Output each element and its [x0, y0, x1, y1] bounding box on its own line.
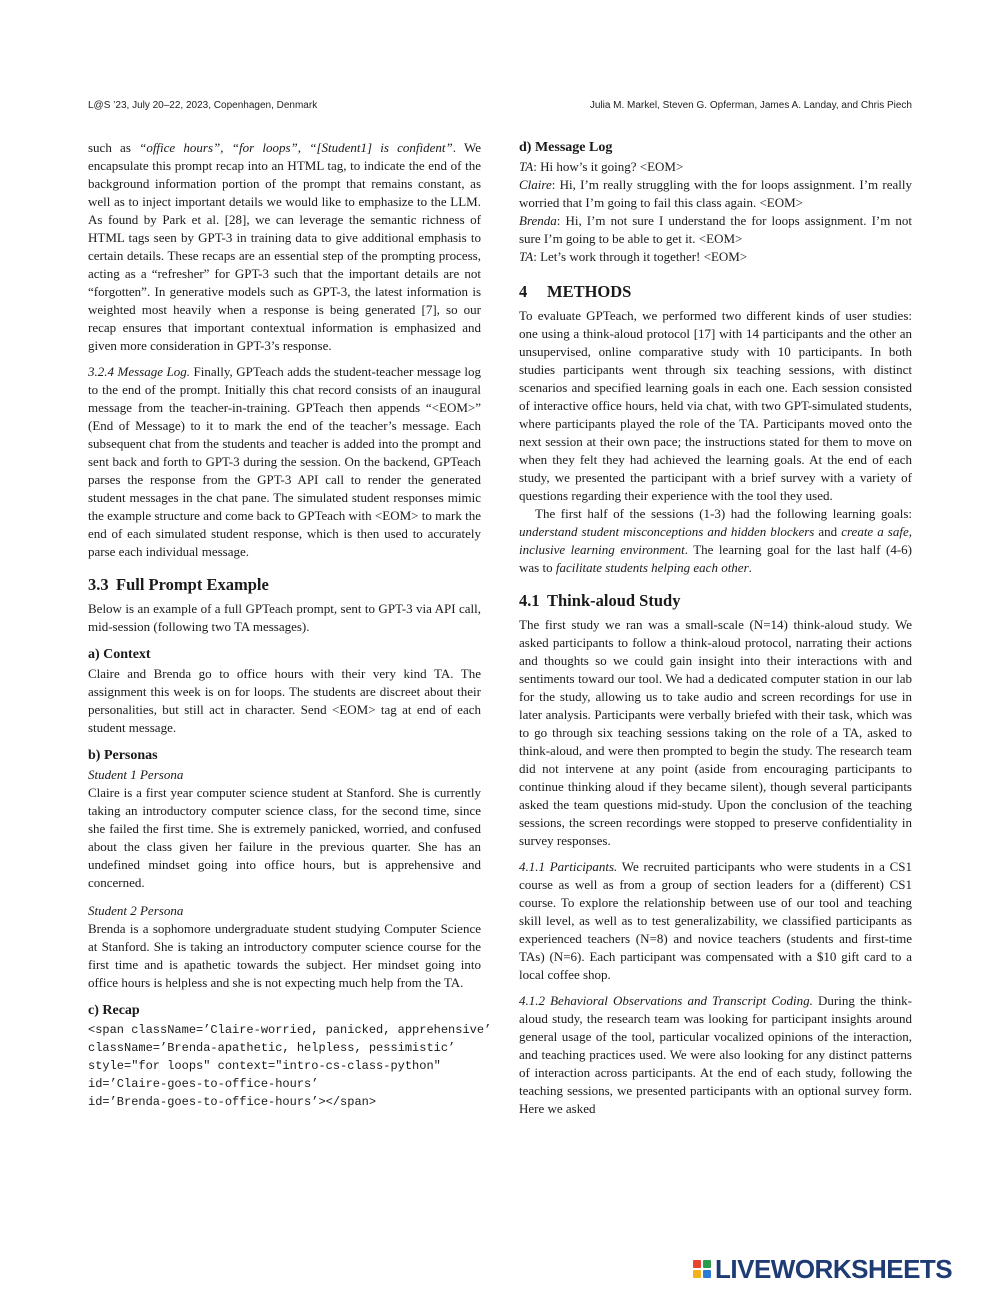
right-column [519, 139, 912, 1118]
paragraph-behavioral-observations: 4.1.2 Behavioral Observations and Transcript Coding. During the think-aloud study, the research team was looking for participant insights around general usage of the tool, particular vocalized opinions of the interaction, and teaching practices used. We were also looking for any distinct patterns of interaction across participants. At the end of each study, following the teaching sessions, we presented participants with an optional survey form. Here we asked [519, 993, 912, 1116]
paragraph-message-log: 3.2.4 Message Log. Finally, GPTeach adds the student-teacher message log to the end of the prompt. Initially this chat record consists of an inaugural message from the teacher-in-training. GPTeach then appends “<EOM>” (End of Message) to it to mark the end of the teacher’s message. Each subsequent chat from the students and teacher is added into the prompt and sent back and forth to GPT-3 during the session. On the backend, GPTeach parses the response from the GPT-3 API call to render the generated student messages in the chat pane. The simulated student responses mimic the example structure and come back to GPTeach with <EOM> to mark the end of each simulated student response, which is then used to accurately parse each individual message. [88, 364, 482, 559]
paragraph-participants: 4.1.1 Participants. We recruited participants who were students in a CS1 course as well as from a group of section leaders for a (different) CS1 course. To explore the relationship between use of our tool and teaching skill level, as well as to test generalizability, we classified participants as experienced teachers (N=8) and novice teachers (students and first-time TAs) (N=6). Each participant was compensated with a $10 gift card to a local coffee shop. [519, 859, 912, 982]
message-line: Brenda: Hi, I’m not sure I understand the for loops assignment. I’m not sure I’m going to be able to get it. <EOM> [519, 213, 912, 246]
persona-1-label: Student 1 Persona [88, 767, 184, 782]
recap-code-line: className=’Brenda-apathetic, helpless, pessimistic’ [88, 1041, 456, 1055]
recap-code-line: style="for loops" context="intro-cs-class-python" [88, 1059, 441, 1073]
message-line: TA: Let’s work through it together! <EOM> [519, 249, 748, 264]
persona-2-text: Brenda is a sophomore undergraduate student studying Computer Science at Stanford. She is taking an introductory computer science course for the first time and is apathetic towards the subject. Her mindset going into office hours is helpless and she is not expecting much help from the TA. [88, 921, 481, 990]
paragraph-methods: To evaluate GPTeach, we performed two different kinds of user studies: one using a think-aloud protocol [17] with 14 participants and the other an unsupervised, online comparative study with 10 participants. In both studies participants went through six teaching sessions, with distinct scenarios and specified learning goals in each one. Each session consisted of interactive office hours, held via chat, with two GPT-simulated students, where participants played the role of the TA. Participants moved onto the next session at their own pace; the instructions stated for them to move on when they felt they had achieved the learning goals. At the end of each study, we presented the participant with a brief survey with a variety of questions regarding their experience with the tool they used. [519, 308, 912, 503]
context-text: Claire and Brenda go to office hours with their very kind TA. The assignment this week is on for loops. The students are discreet about their personalities, but still act in character. Send <EOM> tag at end of each student message. [88, 666, 481, 735]
running-header-left: L@S ’23, July 20–22, 2023, Copenhagen, Denmark [88, 100, 318, 111]
section-heading-3-3: 3.3 Full Prompt Example [88, 575, 269, 594]
context-heading: a) Context [88, 647, 151, 662]
liveworksheets-logo-icon [693, 1260, 711, 1278]
paragraph-learning-goals: The first half of the sessions (1-3) had the following learning goals: understand student misconceptions and hidden blockers and create a safe, inclusive learning environment. The learning goal for the last half (4-6) was to facilitate students helping each other. [519, 506, 912, 575]
liveworksheets-logo [693, 1255, 952, 1283]
subsubsection-heading: 4.1.2 Behavioral Observations and Transcript Coding. [519, 993, 813, 1008]
paragraph-prompt-example: Below is an example of a full GPTeach prompt, sent to GPT-3 via API call, mid-session (following two TA messages). [88, 601, 481, 634]
message-line: TA: Hi how’s it going? <EOM> [519, 159, 684, 174]
subsubsection-heading: 4.1.1 Participants. [519, 859, 618, 874]
section-heading-4-1: 4.1 Think-aloud Study [519, 591, 681, 610]
persona-1-text: Claire is a first year computer science student at Stanford. She is currently taking an introductory computer science class, for the second time, since she failed the first time. She is extremely panicked, worried, and confused about the class given her failure in the previous quarter. She has an undefined mindset going into office hours, but is apprehensive and concerned. [88, 785, 481, 890]
paragraph-recap-intro: such as “office hours”, “for loops”, “[Student1] is confident”. We encapsulate this prompt recap into an HTML tag, to indicate the end of the background information portion of the prompt that remains constant, as well as to inject important details we would like to emphasize to the LLM. As found by Park et al. [28], we can leverage the semantic richness of HTML tags seen by GPT-3 in training data to give additional emphasis to certain details. These recaps are an essential step of the prompting process, acting as a “refresher” for GPT-3 such that the important details are not “forgotten”. In generative models such as GPT-3, the latest information is weighted most heavily when a response is being generated [7], so our recap ensures that important contextual information is emphasized and given more consideration in GPT-3’s response. [88, 140, 481, 353]
paragraph-think-aloud: The first study we ran was a small-scale (N=14) think-aloud study. We asked participants to follow a think-aloud protocol, narrating their actions and thoughts so we could gain insight into their interactions with and sentiments toward our tool. We had a dedicated computer station in our lab for the study, allowing us to take audio and screen recordings for use in later analysis. Participants were verbally briefed with their task, which was to go through six teaching sessions taking on the role of a TA, asked to think-aloud, and were then prompted to begin the study. The research team did not intervene at any point (aside from encouraging participants to continue thinking aloud if they became silent), though several participants asked the team questions mid-study. Upon the conclusion of the teaching sessions, the screen recordings were stopped to preserve confidentiality in survey responses. [519, 617, 912, 848]
recap-code-line: id=’Brenda-goes-to-office-hours’></span> [88, 1095, 377, 1109]
liveworksheets-logo-text: LIVEWORKSHEETS [715, 1253, 953, 1284]
recap-code-line: id=’Claire-goes-to-office-hours’ [88, 1077, 319, 1091]
message-line: Claire: Hi, I’m really struggling with the for loops assignment. I’m really worried that I’m going to fail this class again. <EOM> [519, 177, 912, 210]
section-heading-4: 4 METHODS [519, 282, 632, 301]
persona-2-label: Student 2 Persona [88, 903, 184, 918]
personas-heading: b) Personas [88, 748, 158, 763]
recap-code-line: <span className=’Claire-worried, panicked, apprehensive’ [88, 1023, 492, 1037]
subsubsection-heading: 3.2.4 Message Log. [88, 364, 190, 379]
recap-heading: c) Recap [88, 1003, 140, 1018]
message-log-heading: d) Message Log [519, 140, 613, 155]
running-header-right: Julia M. Markel, Steven G. Opferman, James A. Landay, and Chris Piech [589, 100, 912, 111]
left-column [88, 139, 492, 1111]
